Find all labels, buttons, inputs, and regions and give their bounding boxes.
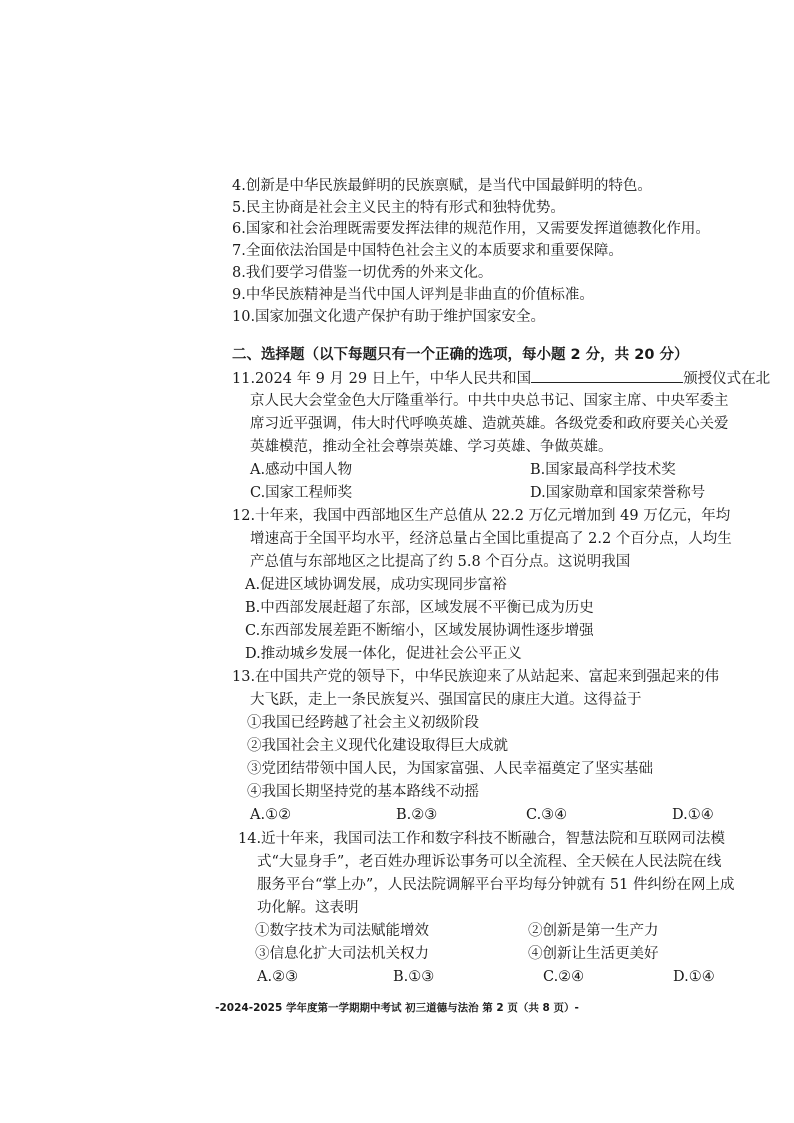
question-13-statement-1: ①我国已经跨越了社会主义初级阶段 <box>247 715 479 731</box>
question-11-stem-line-2: 京人民大会堂金色大厅隆重举行。中共中央总书记、国家主席、中央军委主 <box>250 393 729 409</box>
question-11-option-a: A.感动中国人物 <box>250 462 353 478</box>
question-12-stem-line-1: 12.十年来，我国中西部地区生产总值从 22.2 万亿元增加到 49 万亿元，年均 <box>232 508 731 524</box>
judgment-item-8: 8.我们要学习借鉴一切优秀的外来文化。 <box>232 265 493 281</box>
question-14-stem-line-2: 式“大显身手”，老百姓办理诉讼事务可以全流程、全天候在人民法院在线 <box>257 854 722 870</box>
question-14-option-d: D.①④ <box>673 969 715 985</box>
section-title-multiple-choice: 二、选择题（以下每题只有一个正确的选项，每小题 2 分，共 20 分） <box>232 347 689 363</box>
question-14-statement-2: ②创新是第一生产力 <box>528 923 659 939</box>
question-12-option-c: C.东西部发展差距不断缩小，区域发展协调性逐步增强 <box>245 623 594 639</box>
question-14-statement-3: ③信息化扩大司法机关权力 <box>255 946 429 962</box>
judgment-item-10: 10.国家加强文化遗产保护有助于维护国家安全。 <box>232 309 546 325</box>
question-14-statement-4: ④创新让生活更美好 <box>528 946 659 962</box>
question-11-text-before-blank: 11.2024 年 9 月 29 日上午，中华人民共和国 <box>232 371 532 387</box>
question-12-option-d: D.推动城乡发展一体化，促进社会公平正义 <box>245 646 522 662</box>
judgment-item-5: 5.民主协商是社会主义民主的特有形式和独特优势。 <box>232 200 565 216</box>
question-11-option-b: B.国家最高科学技术奖 <box>530 462 676 478</box>
question-14-option-b: B.①③ <box>393 969 435 985</box>
question-11-option-c: C.国家工程师奖 <box>250 485 353 501</box>
question-11-stem-line-4: 英雄模范，推动全社会尊崇英雄、学习英雄、争做英雄。 <box>250 439 613 455</box>
question-14-option-a: A.②③ <box>257 969 299 985</box>
question-11-blank <box>531 368 683 383</box>
question-13-statement-2: ②我国社会主义现代化建设取得巨大成就 <box>247 738 508 754</box>
question-13-option-c: C.③④ <box>526 807 568 823</box>
question-13-option-a: A.①② <box>250 807 292 823</box>
judgment-item-9: 9.中华民族精神是当代中国人评判是非曲直的价值标准。 <box>232 287 594 303</box>
question-14-statement-1: ①数字技术为司法赋能增效 <box>255 923 429 939</box>
question-13-option-d: D.①④ <box>672 807 714 823</box>
page-footer: -2024-2025 学年度第一学期期中考试 初三道德与法治 第 2 页（共 8 页）- <box>215 1002 579 1014</box>
question-12-stem-line-2: 增速高于全国平均水平，经济总量占全国比重提高了 2.2 个百分点，人均生 <box>250 531 732 547</box>
judgment-item-6: 6.国家和社会治理既需要发挥法律的规范作用，又需要发挥道德教化作用。 <box>232 221 710 237</box>
question-13-stem-line-1: 13.在中国共产党的领导下，中华民族迎来了从站起来、富起来到强起来的伟 <box>232 669 720 685</box>
question-11-stem-line-3: 席习近平强调，伟大时代呼唤英雄、造就英雄。各级党委和政府要关心关爱 <box>250 416 729 432</box>
question-14-stem-line-1: 14.近十年来，我国司法工作和数字科技不断融合，智慧法院和互联网司法模 <box>238 831 726 847</box>
question-13-statement-4: ④我国长期坚持党的基本路线不动摇 <box>247 784 479 800</box>
question-14-stem-line-3: 服务平台“掌上办”，人民法院调解平台平均每分钟就有 51 件纠纷在网上成 <box>257 877 735 893</box>
question-12-option-a: A.促进区域协调发展，成功实现同步富裕 <box>245 577 507 593</box>
question-12-option-b: B.中西部发展赶超了东部，区域发展不平衡已成为历史 <box>245 600 594 616</box>
judgment-item-7: 7.全面依法治国是中国特色社会主义的本质要求和重要保障。 <box>232 243 623 259</box>
question-13-statement-3: ③党团结带领中国人民，为国家富强、人民幸福奠定了坚实基础 <box>247 761 653 777</box>
question-11-stem-line-1 <box>232 368 770 389</box>
question-11-text-after-blank: 颁授仪式在北 <box>683 371 771 387</box>
question-12-stem-line-3: 产总值与东部地区之比提高了约 5.8 个百分点。这说明我国 <box>250 554 631 570</box>
question-14-stem-line-4: 功化解。这表明 <box>257 900 359 916</box>
question-13-option-b: B.②③ <box>396 807 438 823</box>
judgment-item-4: 4.创新是中华民族最鲜明的民族禀赋，是当代中国最鲜明的特色。 <box>232 178 652 194</box>
question-14-option-c: C.②④ <box>543 969 585 985</box>
question-13-stem-line-2: 大飞跃，走上一条民族复兴、强国富民的康庄大道。这得益于 <box>250 692 642 708</box>
question-11-option-d: D.国家勋章和国家荣誉称号 <box>530 485 706 501</box>
